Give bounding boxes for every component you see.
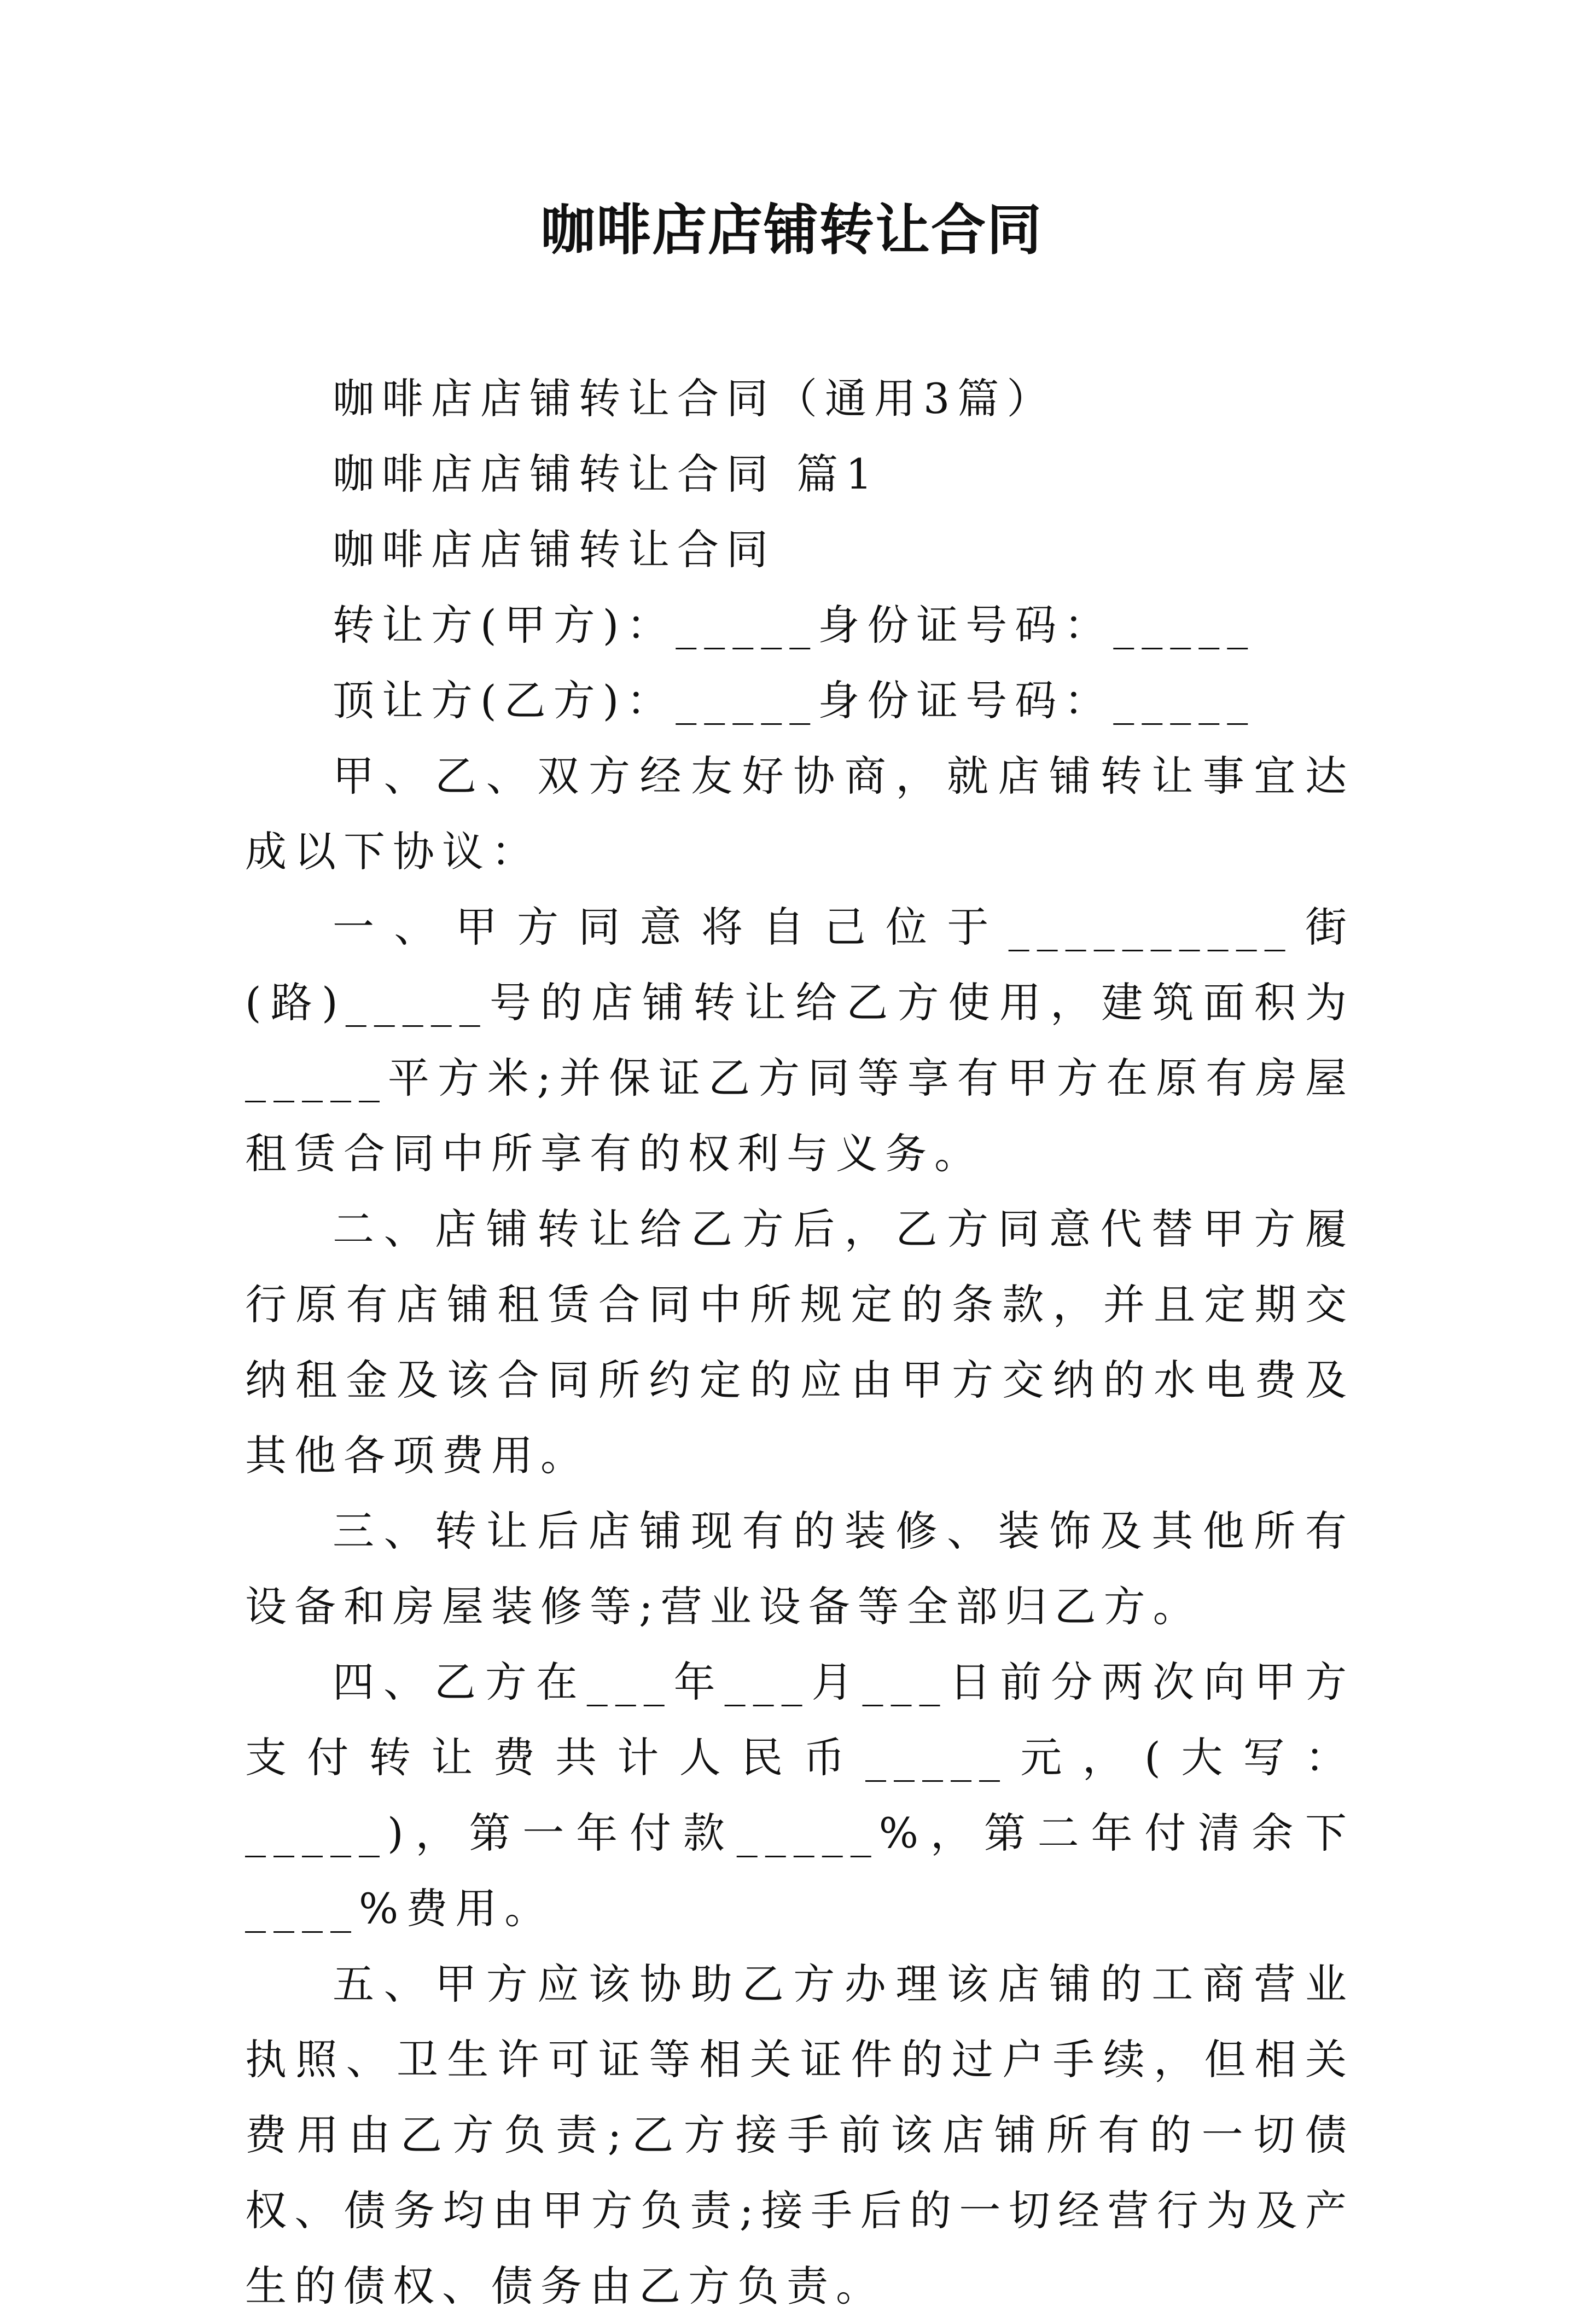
paragraph-clause-1: 一、甲方同意将自己位于__________街(路)_____号的店铺转让给乙方使用，建筑面积为_____平方米;并保证乙方同等享有甲方在原有房屋租赁合同中所享有的权利与义务。	[245, 903, 1354, 1178]
paragraph-preamble: 甲、乙、双方经友好协商，就店铺转让事宜达成以下协议：	[245, 752, 1354, 876]
paragraph-clause-4: 四、乙方在___年___月___日前分两次向甲方支付转让费共计人民币_____元，(大写：_____)，第一年付款_____%，第二年付清余下____%费用。	[245, 1658, 1354, 1933]
paragraph-subtitle: 咖啡店店铺转让合同（通用3篇）	[333, 374, 1056, 423]
paragraph-party-a: 转让方(甲方)：_____身份证号码：_____	[333, 601, 1256, 649]
paragraph-contract-title: 咖啡店店铺转让合同	[333, 525, 776, 574]
paragraph-clause-2: 二、店铺转让给乙方后，乙方同意代替甲方履行原有店铺租赁合同中所规定的条款，并且定期交纳租金及该合同所约定的应由甲方交纳的水电费及其他各项费用。	[245, 1205, 1354, 1480]
document-body	[245, 361, 1354, 2324]
paragraph-clause-3: 三、转让后店铺现有的装修、装饰及其他所有设备和房屋装修等;营业设备等全部归乙方。	[245, 1507, 1354, 1631]
document-title: 咖啡店店铺转让合同	[540, 197, 1043, 262]
paragraph-party-b: 顶让方(乙方)：_____身份证号码：_____	[333, 676, 1256, 725]
paragraph-clause-5: 五、甲方应该协助乙方办理该店铺的工商营业执照、卫生许可证等相关证件的过户手续，但相关费用由乙方负责;乙方接手前该店铺所有的一切债权、债务均由甲方负责;接手后的一切经营行为及产生的债权、债务由乙方负责。	[245, 1960, 1354, 2310]
paragraph-section-heading: 咖啡店店铺转让合同 篇1	[333, 450, 880, 498]
